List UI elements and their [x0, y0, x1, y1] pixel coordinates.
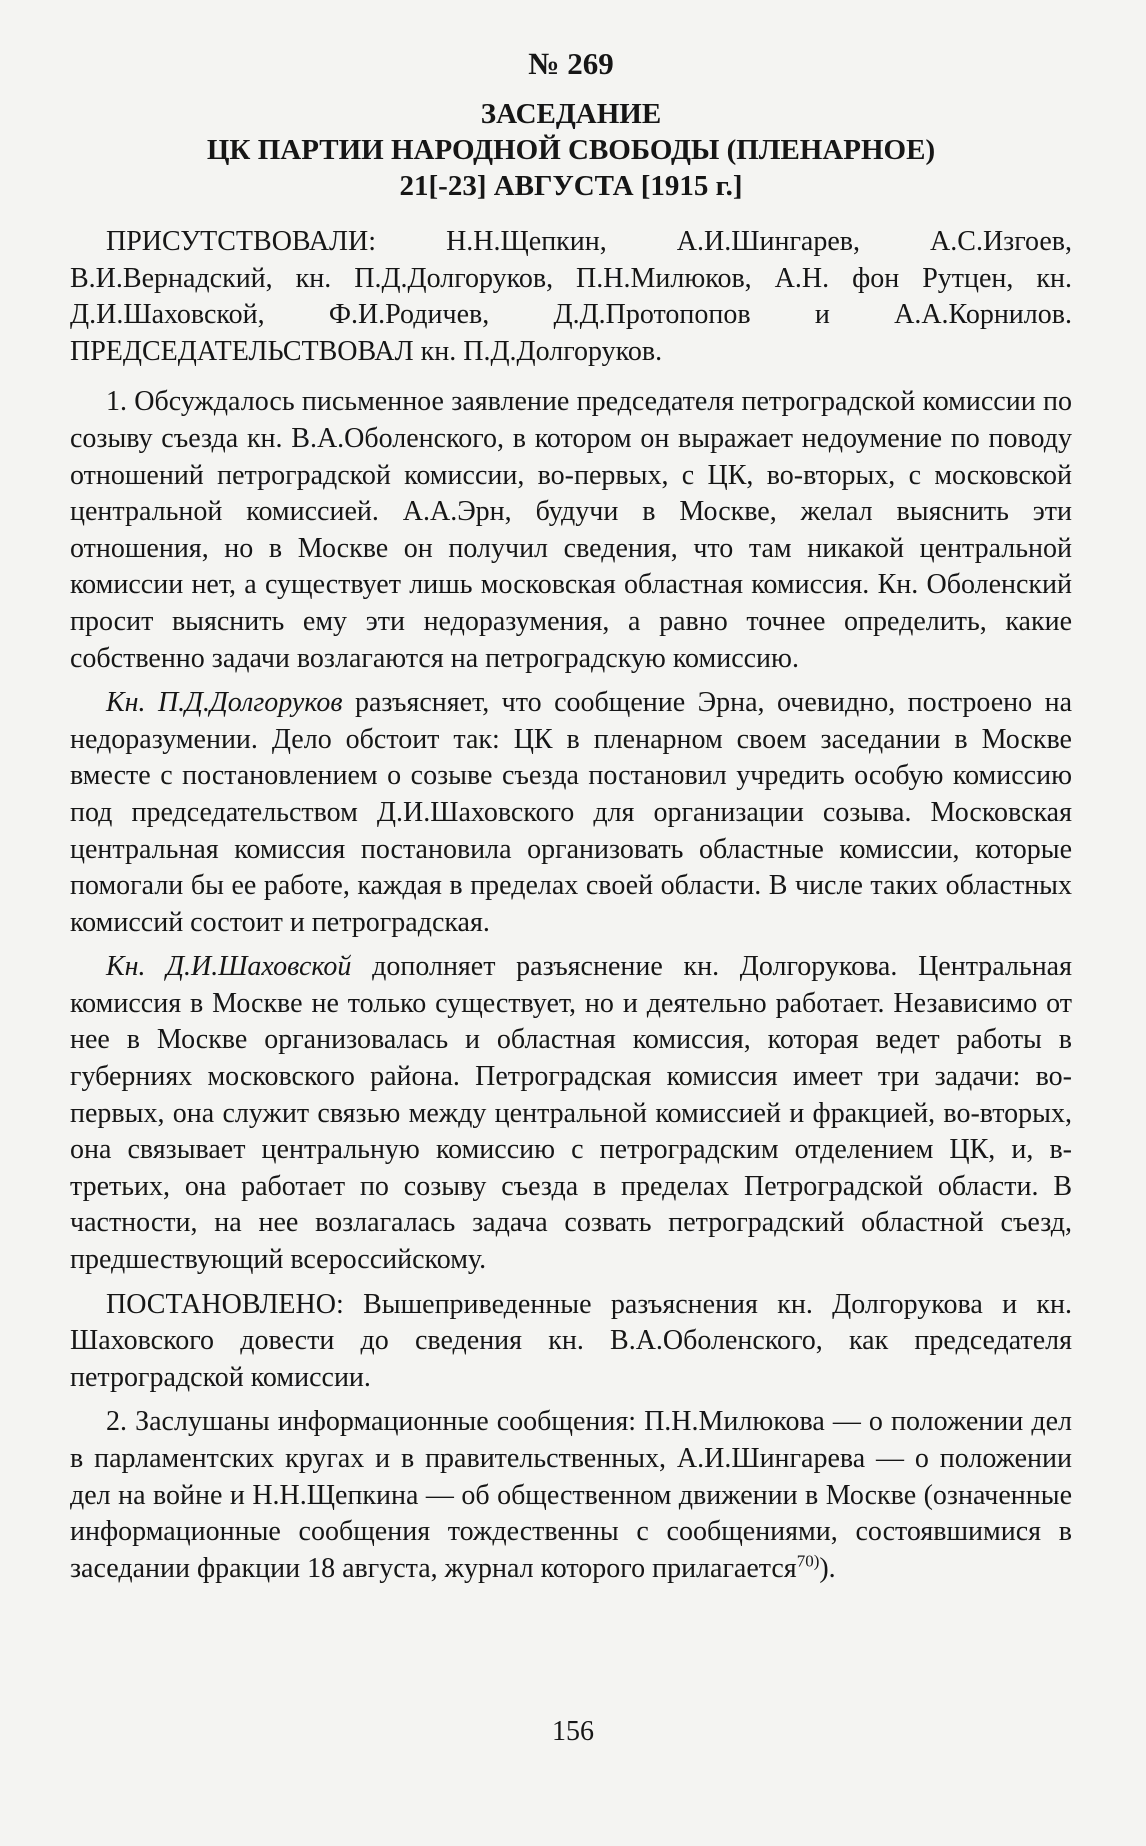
- page-number: 156: [552, 1716, 594, 1747]
- item-2-paragraph: [70, 1404, 1072, 1587]
- page-content: [70, 44, 1072, 1595]
- shakhovskoy-paragraph: [70, 949, 1072, 1278]
- speaker-shakhovskoy: Кн. Д.И.Шаховской: [106, 951, 352, 983]
- dolgorukov-text: разъясняет, что сообщение Эрна, очевидно, построено на недоразумении. Дело обстоит так: ЦК в пленарном своем заседании в Москве вместе с постановлением о созыве съезда постановил учредить особую комиссию под председательством Д.И.Шаховского для организации созыва. Московская центральная комиссия постановила организовать областные комиссии, которые помогали бы ее работе, каждая в пределах своей области. В числе таких областных комиссий состоит и петроградская.: [70, 687, 1073, 938]
- shakhovskoy-text: дополняет разъяснение кн. Долгорукова. Центральная комиссия в Москве не только существует, но и деятельно работает. Независимо от нее в Москве организовалась и областная комиссия, которая ведет работы в губерниях московского района. Петроградская комиссия имеет три задачи: во-первых, она служит связью между центральной комиссией и фракцией, во-вторых, она связывает центральную комиссию с петроградским отделением ЦК, и, в-третьих, она работает по созыву съезда в пределах Петроградской области. В частности, на нее возлагалась задача созвать петроградский областной съезд, предшествующий всероссийскому.: [70, 951, 1072, 1276]
- speaker-dolgorukov: Кн. П.Д.Долгоруков: [106, 687, 343, 719]
- dolgorukov-paragraph: [70, 685, 1072, 941]
- item-2-end: ).: [819, 1552, 836, 1584]
- title-line-2: ЦК ПАРТИИ НАРОДНОЙ СВОБОДЫ (ПЛЕНАРНОЕ): [206, 134, 936, 166]
- item-2-text: 2. Заслушаны информационные сообщения: П.Н.Милюкова — о положении дел в парламентских кругах и в правительственных, А.И.Шингарева — о положении дел на войне и Н.Н.Щепкина — об общественном движении в Москве (означенные информационные сообщения тождественны с сообщениями, состоявшимися в заседании фракции 18 августа, журнал которого прилагается: [70, 1406, 1072, 1584]
- attendance-paragraph: ПРИСУТСТВОВАЛИ: Н.Н.Щепкин, А.И.Шингарев, А.С.Изгоев, В.И.Вернадский, кн. П.Д.Долгоруков, П.Н.Милюков, А.Н. фон Рутцен, кн. Д.И.Шаховской, Ф.И.Родичев, Д.Д.Протопопов и А.А.Корнилов. ПРЕДСЕДАТЕЛЬСТВОВАЛ кн. П.Д.Долгоруков.: [70, 226, 1072, 367]
- document-number: № 269: [528, 46, 614, 81]
- title-line-1: ЗАСЕДАНИЕ: [480, 98, 662, 130]
- footnote-marker: 70): [796, 1551, 820, 1571]
- item-1-paragraph: 1. Обсуждалось письменное заявление председателя петроградской комиссии по созыву съезда кн. В.А.Оболенского, в котором он выражает недоумение по поводу отношений петроградской комиссии, во-первых, с ЦК, во-вторых, с московской центральной комиссией. А.А.Эрн, будучи в Москве, желал выяснить эти отношения, но в Москве он получил сведения, что там никакой центральной комиссии нет, а существует лишь московская областная комиссия. Кн. Оболенский просит выяснить ему эти недоразумения, а равно точнее определить, какие собственно задачи возлагаются на петроградскую комиссию.: [70, 386, 1072, 674]
- document-title: [70, 96, 1072, 204]
- title-line-3: 21[-23] АВГУСТА [1915 г.]: [399, 170, 743, 202]
- resolution-paragraph: ПОСТАНОВЛЕНО: Вышеприведенные разъяснения кн. Долгорукова и кн. Шаховского довести до сведения кн. В.А.Оболенского, как председателя петроградской комиссии.: [70, 1288, 1072, 1393]
